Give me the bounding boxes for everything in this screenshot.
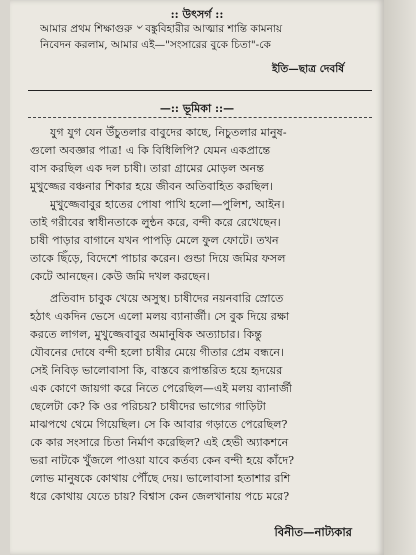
- preface-line: ছেলেটা কে? কি ওর পরিচয়? চাষীদের ভাগ্যের গাড়িটা: [30, 400, 266, 413]
- preface-line: মুখুজ্জের বঞ্চনার শিকার হয়ে জীবন অতিবাহিত করছিল।: [30, 180, 274, 193]
- page-edge: [384, 0, 416, 555]
- preface-line: তাই গরীবের স্বাধীনতাকে লুন্ঠন করে, বন্দী করে রেখেছেন।: [30, 216, 281, 229]
- preface-line: কেটে আনছেন। কেউ জমি দখল করছেন।: [30, 270, 210, 283]
- preface-line: এক কোণে জায়গা করে নিতে পেরেছিল—এই মলয় ব্যানার্জী: [30, 382, 293, 395]
- preface-line: বাস করছিল এক দল চাষী। তারা গ্রামের মোড়ল অনন্ত: [30, 162, 264, 175]
- preface-line: করতে লাগল, মুখুজ্জেবাবুর অমানুষিক অত্যাচার। কিন্তু: [30, 328, 262, 341]
- preface-line: তাকে ছিঁড়ে, বিদেশে পাচার করেন। গুন্ডা দিয়ে জমির ফসল: [30, 252, 286, 265]
- dedication-line: আমার প্রথম শিক্ষাগুরু ৺ বঙ্কুবিহারীর আত্মার শান্তি কামনায়: [40, 23, 283, 35]
- preface-closing: বিনীত—নাট্যকার: [274, 525, 352, 539]
- book-page: [10, 0, 384, 555]
- dedication-line: নিবেদন করলাম, আমার এই—"সংসারের বুকে চিতা"-কে: [40, 39, 271, 51]
- preface-line: মাঝপথে থেমে গিয়েছিল। সে কি আবার গড়াতে পেরেছিল?: [30, 418, 288, 431]
- divider-dashed: [28, 117, 372, 118]
- preface-line: হঠাৎ একদিন ভেসে এলো মলয় ব্যানার্জী। সে বুক দিয়ে রক্ষা: [30, 310, 290, 323]
- dedication-signature: ইতি—ছাত্র দেবর্ষি: [271, 63, 344, 75]
- preface-line: লোভ মানুষকে কোথায় পৌঁছে দেয়। ভালোবাসা হতাশার রশি: [30, 472, 291, 485]
- preface-line: প্রতিবাদ চাবুক খেয়ে অসুস্থ। চাষীদের নয়নবারি স্রোতে: [50, 292, 284, 305]
- preface-line: ভরা নাটকে খুঁজলে পাওয়া যাবে কর্তব্য কেন বন্দী হয়ে কাঁদে?: [30, 454, 295, 467]
- preface-line: গুলো অবজ্ঞার পাত্র! এ কি বিধিলিপি? যেমন একপ্রান্তে: [30, 144, 271, 157]
- preface-line: মুখুজ্জেবাবুর হাতের পোষা পাখি হলো—পুলিশ, আইন।: [50, 198, 285, 211]
- divider-rule: [28, 90, 372, 91]
- preface-line: চাষী পাড়ার বাগানে যখন পাপড়ি মেলে ফুল ফোটে। তখন: [30, 234, 279, 247]
- preface-title: —:: ভূমিকা ::—: [159, 102, 235, 115]
- preface-line: সেই নিবিড় ভালোবাসা কি, বাস্তবে রূপান্তরিত হয়ে হৃদয়ের: [30, 364, 283, 377]
- preface-line: ধরে কোথায় যেতে চায়? বিশ্বাস কেন জেলখানায় পচে মরে?: [30, 490, 290, 503]
- dedication-title: :: উৎসর্গ ::: [170, 8, 224, 21]
- preface-line: যুগ যুগ যেন উঁচুতলার বাবুদের কাছে, নিচুতলার মানুষ-: [50, 126, 287, 139]
- preface-line: যৌবনের দোষে বন্দী হলো চাষীর মেয়ে গীতার প্রেম বন্ধনে।: [30, 346, 285, 359]
- preface-line: কে কার সংসারে চিতা নির্মাণ করেছিল? এই হেভী অ্যাকশনে: [30, 436, 289, 449]
